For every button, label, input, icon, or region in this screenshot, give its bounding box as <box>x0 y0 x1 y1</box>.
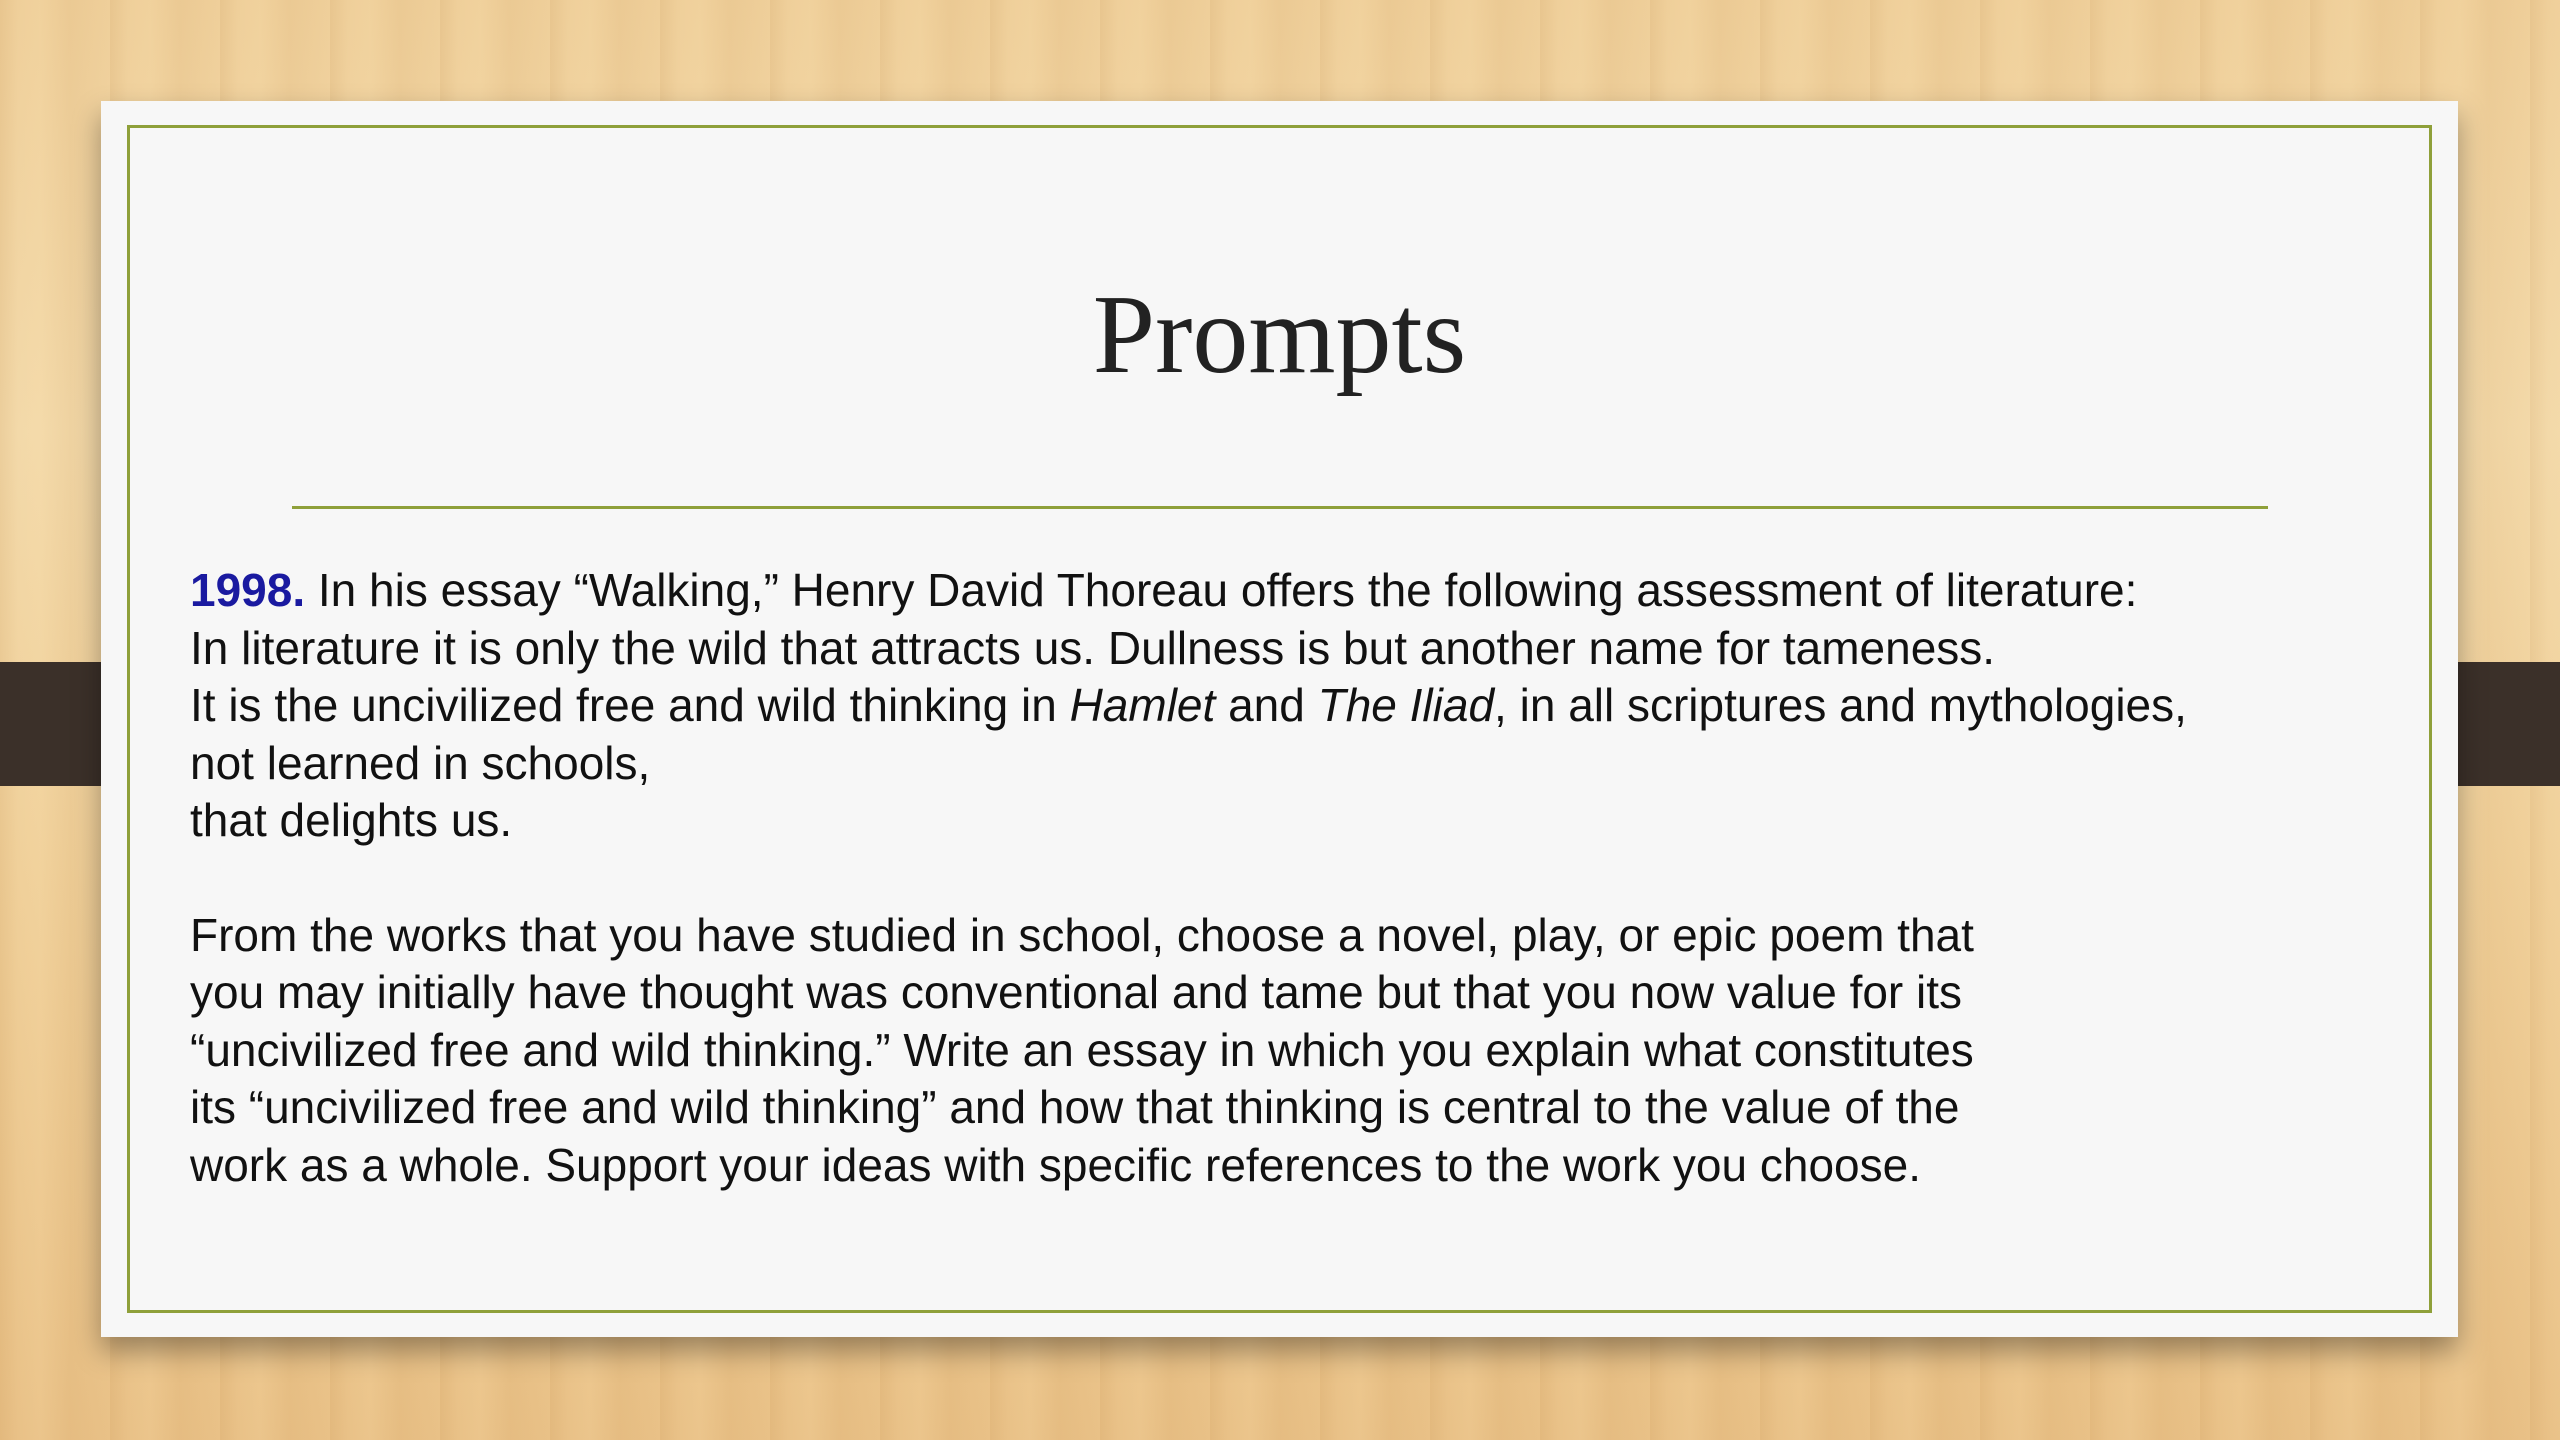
prompt-year: 1998. <box>190 564 306 616</box>
task-line-5: work as a whole. Support your ideas with specific references to the work you choose. <box>190 1138 1921 1191</box>
title-the-iliad: The Iliad <box>1317 679 1495 731</box>
task-line-1: From the works that you have studied in school, choose a novel, play, or epic poem that <box>190 908 1974 961</box>
task-line-3: “uncivilized free and wild thinking.” Write an essay in which you explain what constitutes <box>190 1023 1974 1076</box>
prompt-text <box>190 562 2390 1194</box>
quote-line-2-part-c: , in all scriptures and mythologies, <box>1494 679 2187 731</box>
quote-line-1: In literature it is only the wild that attracts us. Dullness is but another name for tameness. <box>190 621 1996 674</box>
paragraph-gap <box>190 850 2390 907</box>
title-hamlet: Hamlet <box>1069 679 1216 731</box>
title-divider <box>292 506 2268 509</box>
task-line-4: its “uncivilized free and wild thinking” and how that thinking is central to the value of the <box>190 1081 1960 1133</box>
prompt-intro: In his essay “Walking,” Henry David Thoreau offers the following assessment of literature: <box>305 564 2138 616</box>
prompt-intro-line <box>190 562 2390 620</box>
quote-line-3: not learned in schools, <box>190 736 651 789</box>
quote-line-2 <box>190 677 2390 735</box>
quote-line-2-part-b: and <box>1215 679 1318 731</box>
quote-line-2-part-a: It is the uncivilized free and wild thinking in <box>190 679 1070 731</box>
slide-title: Prompts <box>1092 273 1467 397</box>
task-line-2: you may initially have thought was conventional and tame but that you now value for its <box>190 966 1963 1018</box>
quote-line-4: that delights us. <box>190 794 513 846</box>
